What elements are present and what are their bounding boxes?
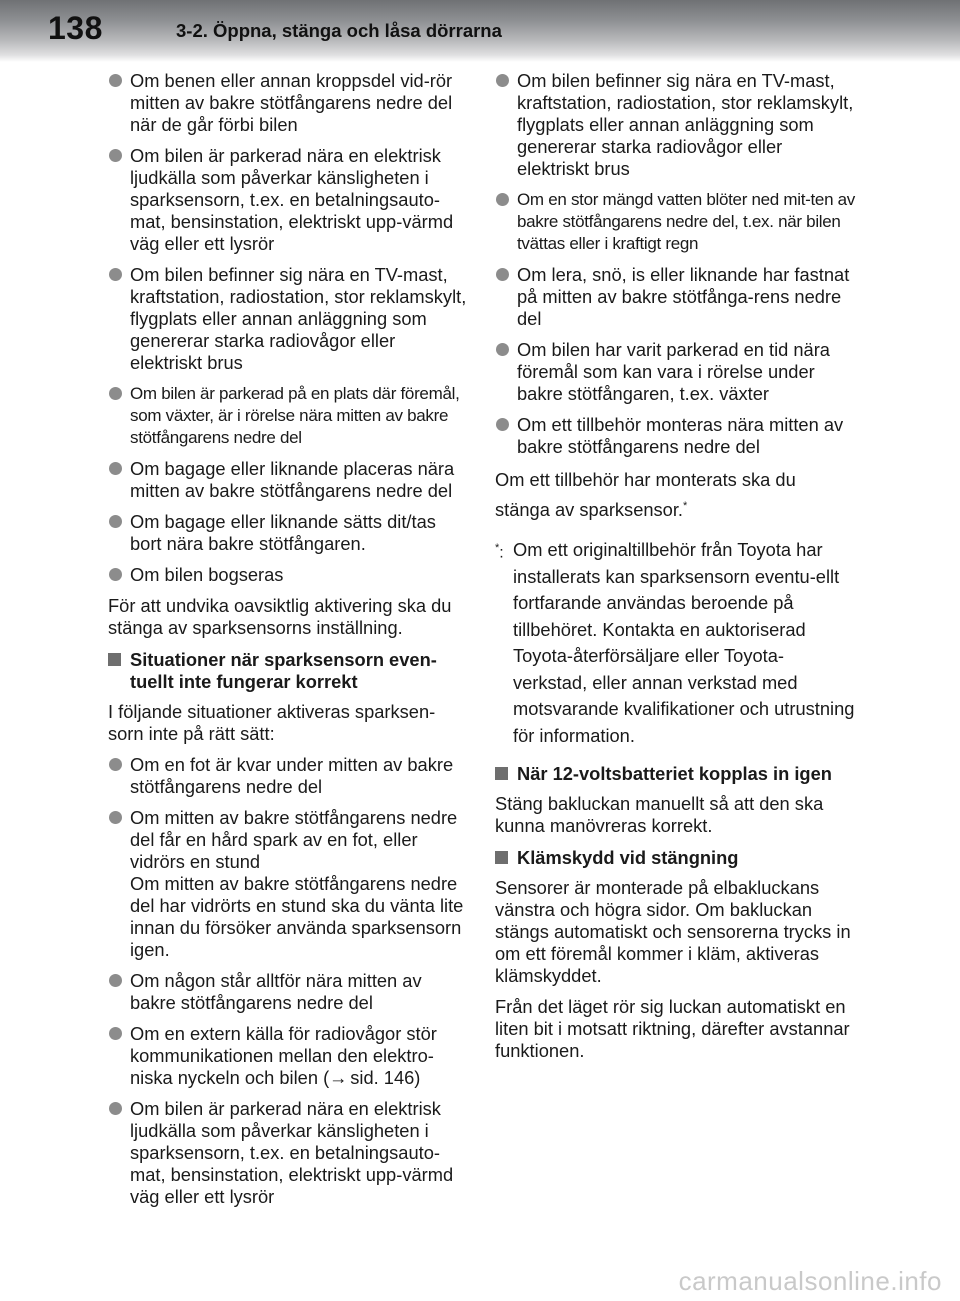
- bullet-dot: [496, 343, 509, 356]
- footnote-star: *: [495, 542, 500, 555]
- list-item: Om bilen är parkerad nära en elektrisk ljudkälla som påverkar känsligheten i sparksensorn, t.ex. en betalningsauto-mat, bensinstation, elektriskt upp-värmd väg eller ett lysrör: [108, 145, 468, 255]
- page-number: 138: [48, 10, 103, 46]
- footnote-mark: *: [683, 500, 688, 512]
- list-item: Om bilen befinner sig nära en TV-mast, kraftstation, radiostation, stor reklamskylt, flygplats eller annan anläggning som genererar starka radiovågor eller elektriskt brus: [495, 70, 855, 180]
- heading-square-icon: [108, 653, 121, 666]
- paragraph: Stäng bakluckan manuellt så att den ska kunna manövreras korrekt.: [495, 793, 824, 837]
- subsection-heading: Situationer när sparksensorn even-tuellt inte fungerar korrekt: [108, 649, 468, 693]
- list-item: Om en extern källa för radiovågor stör kommunikationen mellan den elektro-niska nyckeln och bilen (→ sid. 146): [108, 1023, 468, 1089]
- list-item: Om bilen bogseras: [108, 564, 468, 586]
- bullet-dot: [109, 811, 122, 824]
- list-item: Om en stor mängd vatten blöter ned mit-ten av bakre stötfångarens nedre del, t.ex. när bilen tvättas eller i kraftigt regn: [495, 189, 855, 255]
- paragraph: För att undvika oavsiktlig aktivering ska du stänga av sparksensorns inställning.: [108, 595, 452, 638]
- bullet-dot: [109, 568, 122, 581]
- bullet-dot: [496, 74, 509, 87]
- list-item: Om mitten av bakre stötfångarens nedre del får en hård spark av en fot, eller vidrörs en stund Om mitten av bakre stötfångarens nedre del har vidrörts en stund ska du vänta lite innan du försöker använda sparksensorn igen.: [108, 807, 468, 961]
- paragraph: Om ett tillbehör har monterats ska du stänga av sparksensor.*: [495, 469, 796, 521]
- bullet-dot: [109, 268, 122, 281]
- bullet-dot: [109, 974, 122, 987]
- bullet-dot: [496, 193, 509, 206]
- bullet-dot: [109, 462, 122, 475]
- bullet-dot: [496, 418, 509, 431]
- bullet-dot: [109, 515, 122, 528]
- bullet-dot: [109, 149, 122, 162]
- heading-square-icon: [495, 767, 508, 780]
- arrow-right-icon: →: [329, 1067, 348, 1088]
- subsection-heading: Klämskydd vid stängning: [495, 847, 855, 869]
- paragraph: Sensorer är monterade på elbakluckans vänstra och högra sidor. Om bakluckan stängs automatiskt och sensorerna trycks in om ett föremål kommer i kläm, aktiveras klämskyddet.: [495, 877, 851, 987]
- list-item: Om lera, snö, is eller liknande har fastnat på mitten av bakre stötfånga-rens nedre del: [495, 264, 855, 330]
- bullet-dot: [109, 74, 122, 87]
- list-item: Om bilen har varit parkerad en tid nära föremål som kan vara i rörelse under bakre stötfångaren, t.ex. växter: [495, 339, 855, 405]
- bullet-dot: [109, 1102, 122, 1115]
- page-header: [0, 0, 960, 62]
- left-column: [108, 70, 468, 1217]
- paragraph: I följande situationer aktiveras sparksen-sorn inte på rätt sätt:: [108, 701, 436, 744]
- list-item: Om en fot är kvar under mitten av bakre stötfångarens nedre del: [108, 754, 468, 798]
- subsection-heading: När 12-voltsbatteriet kopplas in igen: [495, 763, 855, 785]
- bullet-dot: [496, 268, 509, 281]
- list-item: Om bagage eller liknande placeras nära mitten av bakre stötfångarens nedre del: [108, 458, 468, 502]
- list-item: Om benen eller annan kroppsdel vid-rör mitten av bakre stötfångarens nedre del när de går förbi bilen: [108, 70, 468, 136]
- list-item: Om bagage eller liknande sätts dit/tas bort nära bakre stötfångaren.: [108, 511, 468, 555]
- list-item: Om bilen befinner sig nära en TV-mast, kraftstation, radiostation, stor reklamskylt, flygplats eller annan anläggning som genererar starka radiovågor eller elektriskt brus: [108, 264, 468, 374]
- bullet-dot: [109, 387, 122, 400]
- section-title: 3-2. Öppna, stänga och låsa dörrarna: [176, 20, 502, 41]
- paragraph: Från det läget rör sig luckan automatiskt en liten bit i motsatt riktning, därefter avstannar funktionen.: [495, 996, 850, 1062]
- list-item: Om bilen är parkerad på en plats där föremål, som växter, är i rörelse nära mitten av bakre stötfångarens nedre del: [108, 383, 468, 449]
- watermark: carmanualsonline.info: [678, 1266, 942, 1296]
- bullet-dot: [109, 1027, 122, 1040]
- right-column: [495, 70, 855, 1071]
- footnote: *: Om ett originaltillbehör från Toyota har installerats kan sparksensorn eventu-ellt fortfarande användas beroende på tillbehöret. Kontakta en auktoriserad Toyota-återförsäljare eller Toyota-verkstad, eller annan verkstad med motsvarande kvalifikationer och utrustning för information.: [495, 539, 855, 746]
- list-item: Om ett tillbehör monteras nära mitten av bakre stötfångarens nedre del: [495, 414, 855, 458]
- bullet-dot: [109, 758, 122, 771]
- list-item: Om någon står alltför nära mitten av bakre stötfångarens nedre del: [108, 970, 468, 1014]
- heading-square-icon: [495, 851, 508, 864]
- list-item: Om bilen är parkerad nära en elektrisk ljudkälla som påverkar känsligheten i sparksensorn, t.ex. en betalningsauto-mat, bensinstation, elektriskt upp-värmd väg eller ett lysrör: [108, 1098, 468, 1208]
